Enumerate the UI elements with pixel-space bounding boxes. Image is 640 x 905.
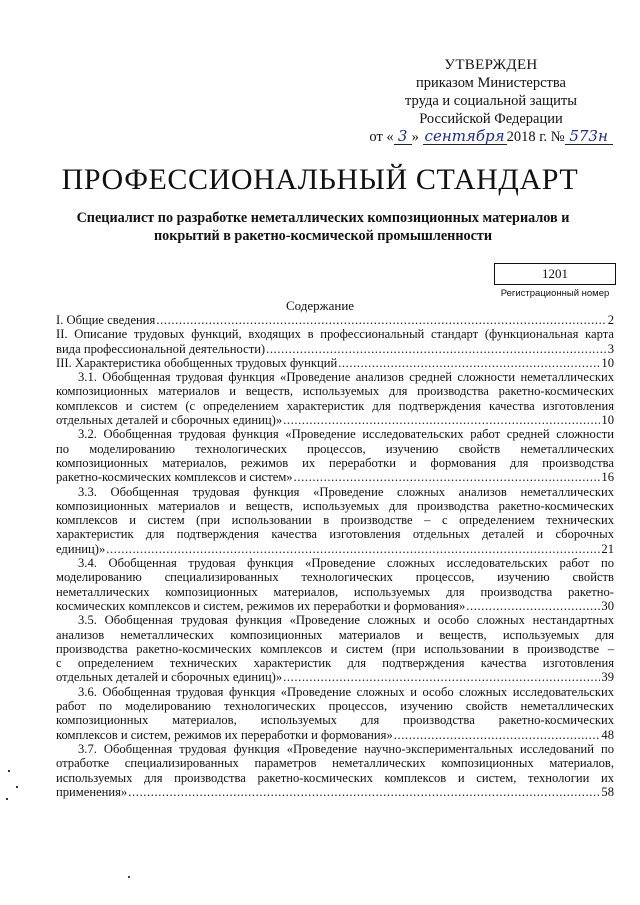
toc-entry-line: по моделированию технологических процессов, изучению свойств неметаллических [56, 441, 614, 456]
toc-page-number: 10 [601, 413, 614, 428]
toc-entry-line: 3.6. Обобщенная трудовая функция «Проведение сложных и особо сложных исследовательских [78, 684, 614, 699]
toc-entry-line: характеристик для подтверждения качества изготовления отдельных деталей и сборочных [56, 527, 614, 542]
handwritten-day: 3 [394, 129, 412, 145]
toc-entry-last-text: единиц)» [56, 541, 106, 556]
toc-entry-line: неметаллических композиционных материалов, используемых для производства ракетно- [56, 584, 614, 599]
toc-heading: Содержание [285, 298, 355, 313]
date-prefix: от « [369, 129, 394, 145]
toc-page-number: 3 [607, 341, 614, 356]
toc-entry-line: анализов неметаллических композиционных материалов и веществ, используемых для [56, 627, 614, 642]
toc-entry-line: отработке специализированных параметров неметаллических композиционных материалов, [56, 756, 614, 771]
handwritten-order-number: 573н [565, 129, 613, 145]
toc-entry-line: комплексов и систем (с определением характеристик для подтверждения качества изготовления [56, 398, 614, 413]
toc-entry-last-text: комплексов и систем, режимов их переработки и формования» [56, 727, 393, 742]
toc-entry-line: производства ракетно-космических комплексов и систем (при использовании в производстве – [56, 641, 614, 656]
toc-page-number: 2 [607, 313, 614, 327]
toc-entry-line: используемых для производства ракетно-космических комплексов и систем, технологии их [56, 770, 614, 785]
toc-entry-last-text: космических комплексов и систем, режимов их переработки и формования» [56, 598, 466, 613]
toc-page-number: 30 [601, 598, 614, 613]
toc-entry-line: 3.1. Обобщенная трудовая функция «Проведение анализов средней сложности неметаллических [78, 370, 614, 385]
document-subtitle: Специалист по разработке неметаллических композиционных материалов и покрытий в ракетно-космической промышленности [76, 210, 570, 244]
toc-entry-line: 3.4. Обобщенная трудовая функция «Проведение сложных исследовательских работ по [78, 556, 614, 571]
toc-entry-last-text: отдельных деталей и сборочных единиц)» [56, 413, 283, 428]
date-year: 2018 г. № [506, 129, 565, 145]
registration-number-box: 1201 [494, 263, 616, 285]
toc-page-number: 48 [601, 727, 614, 742]
approval-line-3: Российской Федерации [419, 111, 563, 127]
toc-page-number: 10 [601, 355, 614, 370]
handwritten-month: сентября [424, 127, 505, 145]
toc-entry-line: композиционных материалов, режимов их переработки и формования для производства [56, 455, 614, 470]
toc-entry-line: моделированию специализированных технологических процессов, изучению свойств [56, 570, 614, 585]
toc-entry-last-text: ракетно-космических комплексов и систем» [56, 470, 293, 485]
toc-entry-line: работ по моделированию технологических процессов, изучению свойств неметаллических [56, 699, 614, 714]
toc-entry-last-text: III. Характеристика обобщенных трудовых функций [56, 355, 338, 370]
toc-entry-last-text: отдельных деталей и сборочных единиц)» [56, 670, 283, 685]
toc-entry-line: II. Описание трудовых функций, входящих в профессиональный стандарт (функциональная карта [56, 327, 614, 342]
toc-entry-line: композиционных материалов, используемых для производства ракетно-космических [56, 713, 614, 728]
toc-page-number: 58 [601, 784, 614, 799]
registration-number-label: Регистрационный номер [500, 288, 610, 299]
approval-heading: УТВЕРЖДЕН [444, 57, 538, 73]
approval-line-1: приказом Министерства [416, 75, 566, 91]
approval-line-2: труда и социальной защиты [405, 93, 577, 109]
date-mid: » [411, 129, 419, 145]
toc-entry-line: комплексов и систем (при использовании в производстве – с определением технических [56, 513, 614, 528]
toc-entry-line: 3.7. Обобщенная трудовая функция «Проведение научно-экспериментальных исследований по [78, 741, 614, 756]
toc-entry-line: композиционных материалов и веществ, используемых для производства ракетно-космических [56, 498, 614, 513]
toc-page-number: 16 [601, 470, 614, 485]
toc-entry-line: композиционных материалов и веществ, используемых для производства ракетно-космических [56, 384, 614, 399]
toc-entry-line: 3.3. Обобщенная трудовая функция «Проведение сложных анализов неметаллических [78, 484, 614, 499]
toc-page-number: 21 [601, 541, 614, 556]
toc-page-number: 39 [601, 670, 614, 685]
toc-entry-line: 3.5. Обобщенная трудовая функция «Проведение сложных и особо сложных нестандартных [78, 613, 614, 628]
toc-entry-last-text: вида профессиональной деятельности) [56, 341, 266, 356]
document-title: ПРОФЕССИОНАЛЬНЫЙ СТАНДАРТ [61, 163, 579, 196]
toc-entry-last-text: применения» [56, 784, 128, 799]
toc-entry-line: 3.2. Обобщенная трудовая функция «Проведение исследовательских работ средней сложности [78, 427, 614, 442]
toc-entry-line: с определением технических характеристик для подтверждения качества изготовления [56, 656, 614, 671]
toc-entry-last-text: I. Общие сведения [56, 313, 156, 327]
